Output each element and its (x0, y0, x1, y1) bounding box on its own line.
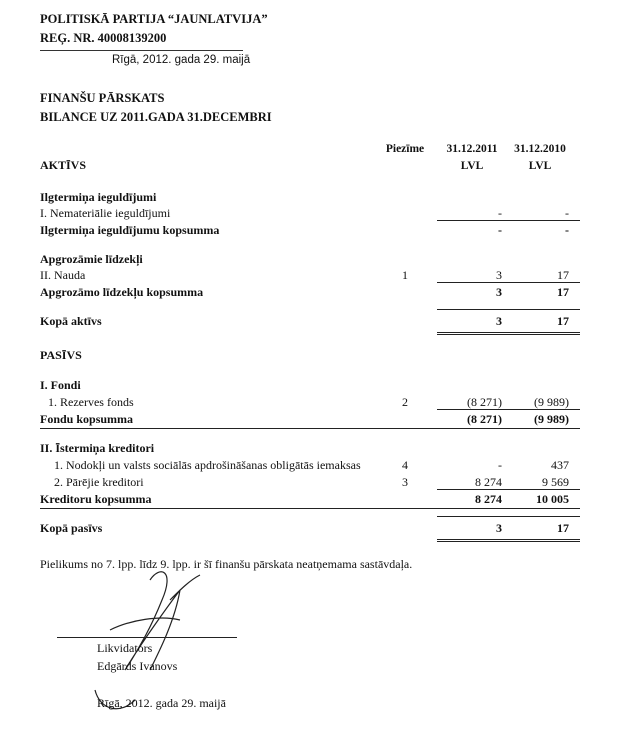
creditors-total-2010: 10 005 (536, 492, 569, 506)
intangible-label: I. Nemateriālie ieguldījumi (40, 206, 171, 220)
subtotal-rule (437, 489, 580, 490)
liabilities-heading: PASĪVS (40, 348, 82, 362)
table-row (40, 521, 635, 537)
current-total-2011: 3 (496, 285, 502, 299)
table-row (40, 223, 635, 239)
liabilities-total-2010: 17 (557, 521, 569, 535)
long-term-total-label: Ilgtermiņa ieguldījumu kopsumma (40, 223, 220, 237)
table-row (40, 285, 635, 301)
table-row (40, 412, 635, 428)
section-rule (40, 508, 580, 509)
registration-number: REĢ. NR. 40008139200 (40, 31, 167, 45)
signatory-name: Edgārds Ivanovs (97, 659, 178, 673)
reserve-fund-label: 1. Rezerves fonds (48, 395, 134, 409)
other-creditors-2011: 8 274 (475, 475, 502, 489)
long-term-total-2010: - (565, 223, 569, 237)
col2-unit-header: LVL (528, 160, 552, 172)
total-rule-double (437, 334, 580, 335)
current-total-2010: 17 (557, 285, 569, 299)
assets-total-2010: 17 (557, 314, 569, 328)
col1-date-header: 31.12.2011 (446, 143, 498, 155)
assets-total-2011: 3 (496, 314, 502, 328)
intangible-value-2010: - (565, 206, 569, 220)
creditors-total-2011: 8 274 (475, 492, 502, 506)
current-total-label: Apgrozāmo līdzekļu kopsumma (40, 285, 204, 299)
long-term-heading-row (40, 190, 635, 206)
cash-value-2010: 17 (557, 268, 569, 282)
footer-place-date: Rīgā, 2012. gada 29. maijā (97, 696, 226, 710)
appendix-note: Pielikums no 7. lpp. līdz 9. lpp. ir šī finanšu pārskata neatņemama sastāvdaļa. (40, 557, 413, 571)
note-column-header: Piezīme (385, 143, 425, 155)
other-creditors-label: 2. Pārējie kreditori (54, 475, 144, 489)
reserve-fund-2010: (9 989) (534, 395, 569, 409)
taxes-2011: - (498, 458, 502, 472)
other-creditors-2010: 9 569 (542, 475, 569, 489)
reserve-fund-note: 2 (402, 395, 408, 409)
report-title: FINANŠU PĀRSKATS (40, 91, 165, 105)
table-row (40, 314, 635, 330)
creditors-total-label: Kreditoru kopsumma (40, 492, 152, 506)
funds-total-2010: (9 989) (534, 412, 569, 426)
subtotal-rule (437, 220, 580, 221)
assets-heading: AKTĪVS (40, 158, 87, 172)
funds-total-label: Fondu kopsumma (40, 412, 134, 426)
funds-total-2011: (8 271) (467, 412, 502, 426)
cash-label: II. Nauda (40, 268, 86, 282)
subtotal-rule (437, 282, 580, 283)
total-rule-double (437, 541, 580, 542)
assets-total-label: Kopā aktīvs (40, 314, 102, 328)
long-term-total-2011: - (498, 223, 502, 237)
taxes-2010: 437 (551, 458, 569, 472)
cash-note: 1 (402, 268, 408, 282)
current-assets-heading: Apgrozāmie līdzekļi (40, 252, 143, 266)
cash-value-2011: 3 (496, 268, 502, 282)
total-rule-bottom (437, 539, 580, 540)
table-row (40, 492, 635, 508)
balance-title: BILANCE UZ 2011.GADA 31.DECEMBRI (40, 110, 272, 124)
col2-date-header: 31.12.2010 (514, 143, 566, 155)
header-place-date: Rīgā, 2012. gada 29. maijā (112, 54, 251, 66)
other-creditors-note: 3 (402, 475, 408, 489)
total-rule-top (437, 516, 580, 517)
reserve-fund-2011: (8 271) (467, 395, 502, 409)
header-divider (40, 50, 243, 51)
subtotal-rule (437, 409, 580, 410)
taxes-label: 1. Nodokļi un valsts sociālās apdrošināšanas obligātās iemaksas (54, 458, 361, 472)
liabilities-total-label: Kopā pasīvs (40, 521, 103, 535)
funds-heading-row (40, 378, 635, 394)
liabilities-heading-row (40, 348, 635, 364)
short-term-heading: II. Īstermiņa kreditori (40, 441, 155, 455)
short-term-heading-row (40, 441, 635, 457)
col1-unit-header: LVL (460, 160, 484, 172)
organization-name: POLITISKĀ PARTIJA “JAUNLATVIJA” (40, 12, 268, 26)
total-rule-top (437, 309, 580, 310)
table-row (40, 458, 635, 474)
signature-line (57, 637, 237, 638)
intangible-value-2011: - (498, 206, 502, 220)
section-rule (40, 428, 580, 429)
long-term-heading: Ilgtermiņa ieguldījumi (40, 190, 157, 204)
total-rule-bottom (437, 332, 580, 333)
taxes-note: 4 (402, 458, 408, 472)
signatory-role: Likvidators (97, 641, 153, 655)
funds-heading: I. Fondi (40, 378, 81, 392)
liabilities-total-2011: 3 (496, 521, 502, 535)
current-heading-row (40, 252, 635, 268)
assets-heading-row (40, 158, 635, 174)
